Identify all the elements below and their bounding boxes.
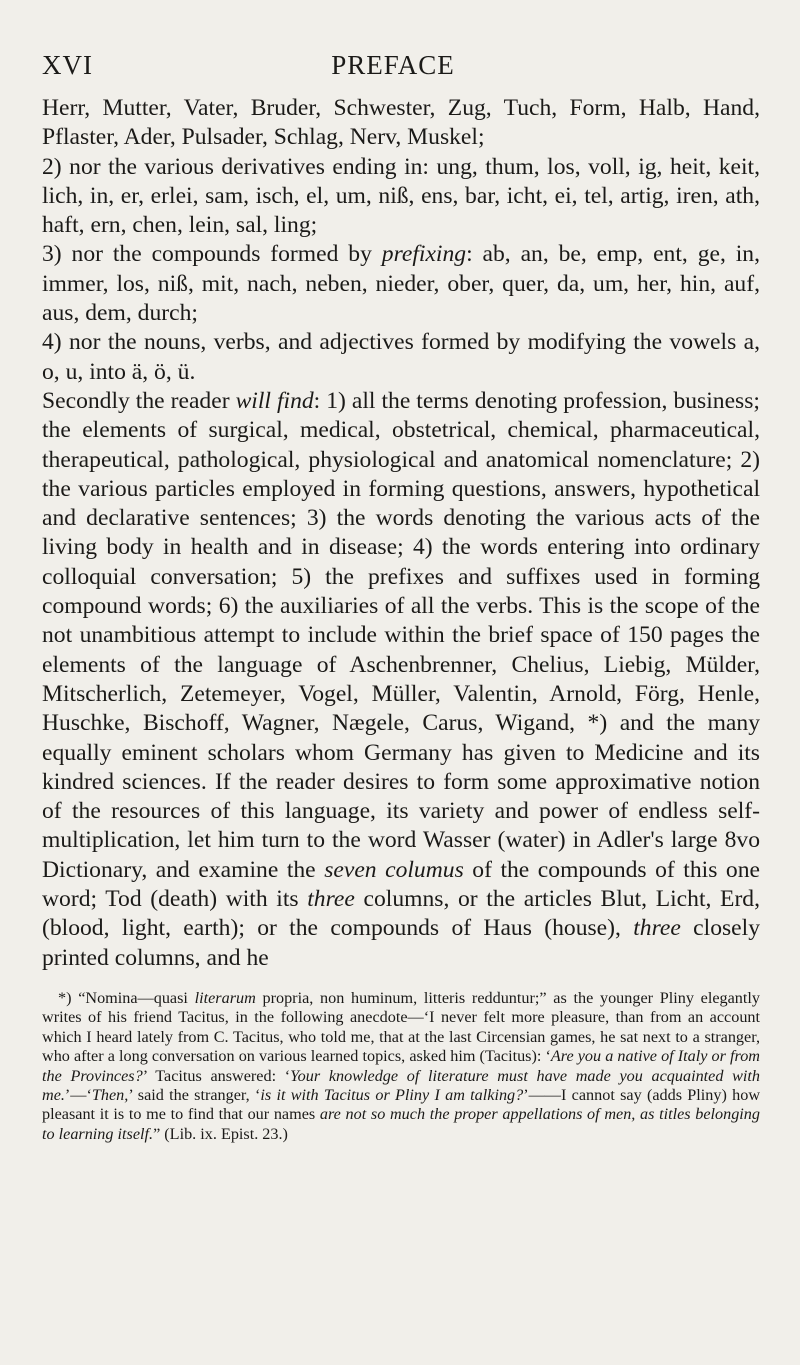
paragraph-secondly: Secondly the reader will find: 1) all the terms denoting profession, business; the elements of surgical, medical, obstetrical, chemical, pharmaceutical, therapeutical, pathological, physiological and anatomical nomenclature; 2) the various particles employed in forming questions, answers, hypothetical and declarative sentences; 3) the words denoting the various acts of the living body in health and in disease; 4) the words entering into ordinary colloquial conversation; 5) the prefixes and suffixes used in forming compound words; 6) the auxiliaries of all the verbs. This is the scope of the not unambitious attempt to include within the brief space of 150 pages the elements of the language of Aschenbrenner, Chelius, Liebig, Mülder, Mitscherlich, Zetemeyer, Vogel, Müller, Valentin, Arnold, Förg, Henle, Huschke, Bischoff, Wagner, Nægele, Carus, Wigand, *) and the many equally eminent scholars whom Germany has given to Medicine and its kindred sciences. If the reader desires to form some approximative notion of the resources of this language, its variety and power of endless self-multiplication, let him turn to the word Wasser (water) in Adler's large 8vo Dictionary, and examine the seven columus of the compounds of this one word; Tod (death) with its three columns, or the articles Blut, Licht, Erd, (blood, light, earth); or the compounds of Haus (house), three closely printed columns, and he [42, 387, 761, 971]
paragraph-derivatives: 2) nor the various derivatives ending in: ung, thum, los, voll, ig, heit, keit, lich, in, er, erlei, sam, isch, el, um, niß, ens, bar, icht, ei, tel, artig, iren, ath, haft, ern, chen, lein, sal, ling; [42, 153, 760, 239]
running-head [42, 50, 760, 94]
paragraph-german-nouns: Herr, Mutter, Vater, Bruder, Schwester, Zug, Tuch, Form, Halb, Hand, Pflaster, Ader, Pulsader, Schlag, Nerv, Muskel; [42, 95, 760, 151]
running-title: PREFACE [331, 50, 455, 80]
page-number: XVI [42, 50, 93, 80]
main-text [42, 94, 760, 973]
paragraph-vowel-modification: 4) nor the nouns, verbs, and adjectives formed by modifying the vowels a, o, u, into ä, ö, ü. [42, 329, 760, 385]
footnote [42, 989, 760, 1144]
footnote-text: *) “Nomina—quasi literarum propria, non huminum, litteris redduntur;” as the younger Pliny elegantly writes of his friend Tacitus, in the following anecdote—‘I never felt more pleasure, than from an account which I heard lately from C. Tacitus, who told me, that at the last Circensian games, he sat next to a stranger, who after a long conversation on various learned topics, asked him (Tacitus): ‘Are you a native of Italy or from the Provinces?’ Tacitus answered: ‘Your knowledge of literature must have made you acquainted with me.’—‘Then,’ said the stranger, ‘is it with Tacitus or Pliny I am talking?’——I cannot say (adds Pliny) how pleasant it is to me to find that our names are not so much the proper appellations of men, as titles belonging to learning itself.” (Lib. ix. Epist. 23.) [42, 988, 761, 1143]
paragraph-prefix-compounds: 3) nor the compounds formed by prefixing: ab, an, be, emp, ent, ge, in, immer, los, niß, mit, nach, neben, nieder, ober, quer, da, um, her, hin, auf, aus, dem, durch; [42, 241, 760, 327]
